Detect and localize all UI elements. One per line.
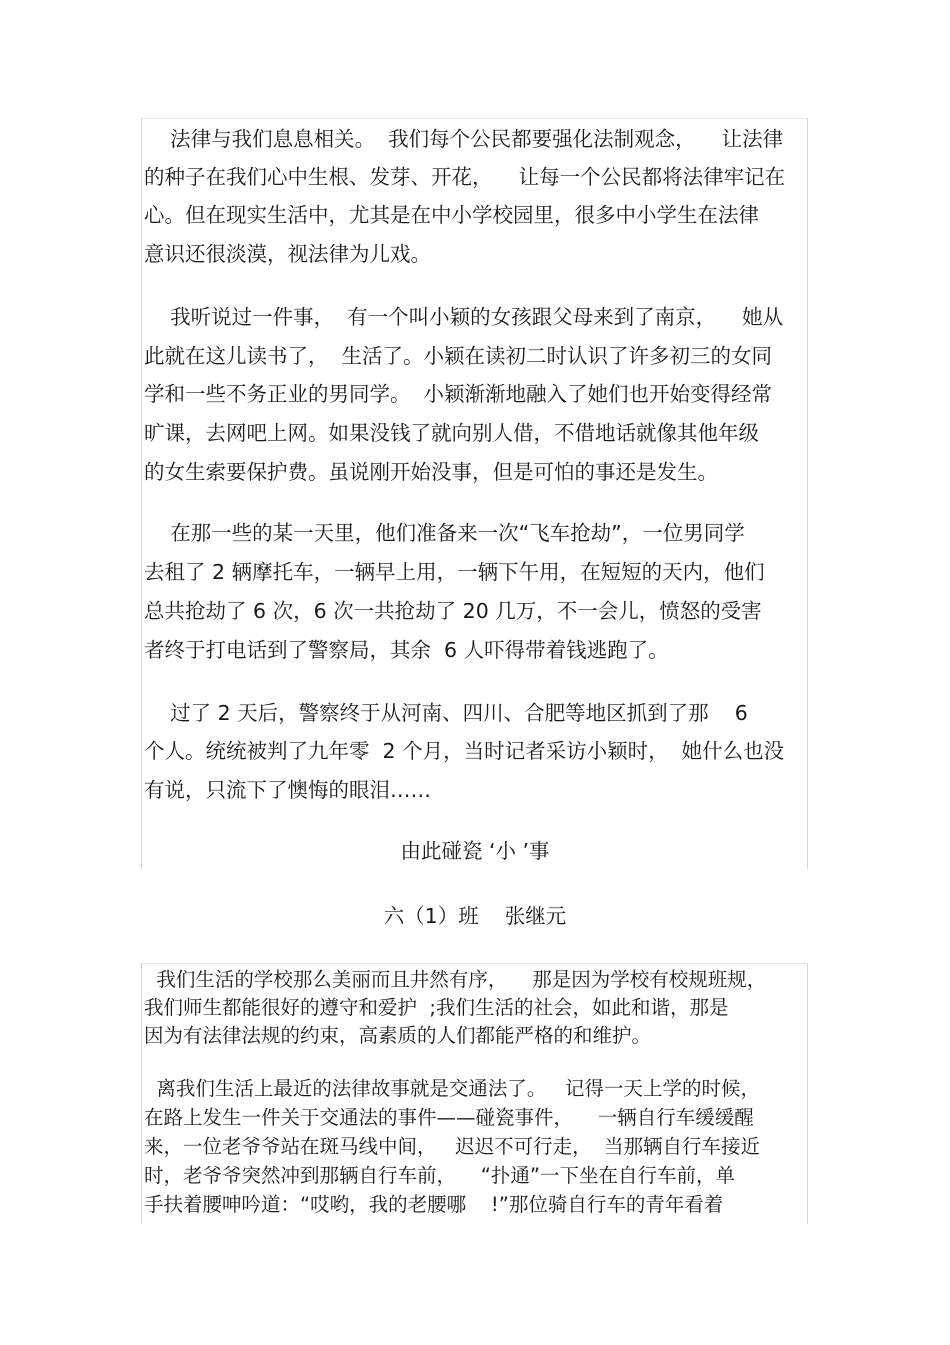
text-line: 的女生索要保护费。虽说刚开始没事，但是可怕的事还是发生。 (144, 460, 718, 484)
text-line: 时，老爷爷突然冲到那辆自行车前， “扑通”一下坐在自行车前，单 (144, 1164, 735, 1187)
text-line: 因为有法律法规的约束，高素质的人们都能严格的和维护。 (144, 1024, 652, 1047)
text-line: 去租了 2 辆摩托车，一辆早上用，一辆下午用，在短短的天内，他们 (144, 560, 765, 584)
text-line: 旷课，去网吧上网。如果没钱了就向别人借，不借地话就像其他年级 (144, 421, 759, 445)
text-line: 个人。统统被判了九年零 2 个月，当时记者采访小颖时， 她什么也没 (144, 739, 785, 763)
text-line: 此就在这儿读书了， 生活了。小颖在读初二时认识了许多初三的女同 (144, 344, 773, 368)
text-line: 有说，只流下了懊悔的眼泪…… (144, 778, 431, 802)
text-line: 心。但在现实生活中，尤其是在中小学校园里，很多中小学生在法律 (144, 203, 759, 227)
text-line: 在路上发生一件关于交通法的事件——碰瓷事件， 一辆自行车缓缓醒 (144, 1106, 754, 1129)
text-line: 的种子在我们心中生根、发芽、开花， 让每一个公民都将法律牢记在 (144, 165, 786, 189)
text-line: 总共抢劫了 6 次，6 次一共抢劫了 20 几万，不一会儿，愤怒的受害 (144, 599, 762, 623)
text-line: 过了 2 天后，警察终于从河南、四川、合肥等地区抓到了那 6 (144, 701, 748, 725)
text-line: 法律与我们息息相关。 我们每个公民都要强化法制观念， 让法律 (144, 127, 784, 151)
text-line: 学和一些不务正业的男同学。 小颖渐渐地融入了她们也开始变得经常 (144, 382, 773, 406)
text-line: 我们生活的学校那么美丽而且井然有序， 那是因为学校有校规班规， (144, 968, 767, 991)
text-line: 手扶着腰呻吟道：“哎哟，我的老腰哪 !”那位骑自行车的青年看着 (144, 1193, 724, 1216)
story2-title: 由此碰瓷 ‘小 ’事 (400, 839, 550, 863)
story2-byline: 六（1）班 张继元 (383, 904, 567, 928)
text-line: 我们师生都能很好的遵守和爱护 ;我们生活的社会，如此和谐，那是 (144, 996, 729, 1019)
text-line: 我听说过一件事， 有一个叫小颖的女孩跟父母来到了南京， 她从 (144, 305, 784, 329)
text-line: 在那一些的某一天里，他们准备来一次“飞车抢劫”，一位男同学 (144, 521, 745, 545)
text-line: 意识还很淡漠，视法律为儿戏。 (144, 242, 431, 266)
text-line: 离我们生活上最近的法律故事就是交通法了。 记得一天上学的时候， (144, 1077, 760, 1100)
text-line: 来，一位老爷爷站在斑马线中间， 迟迟不可行走， 当那辆自行车接近 (144, 1135, 760, 1158)
text-line: 者终于打电话到了警察局，其余 6 人吓得带着钱逃跑了。 (144, 638, 669, 662)
